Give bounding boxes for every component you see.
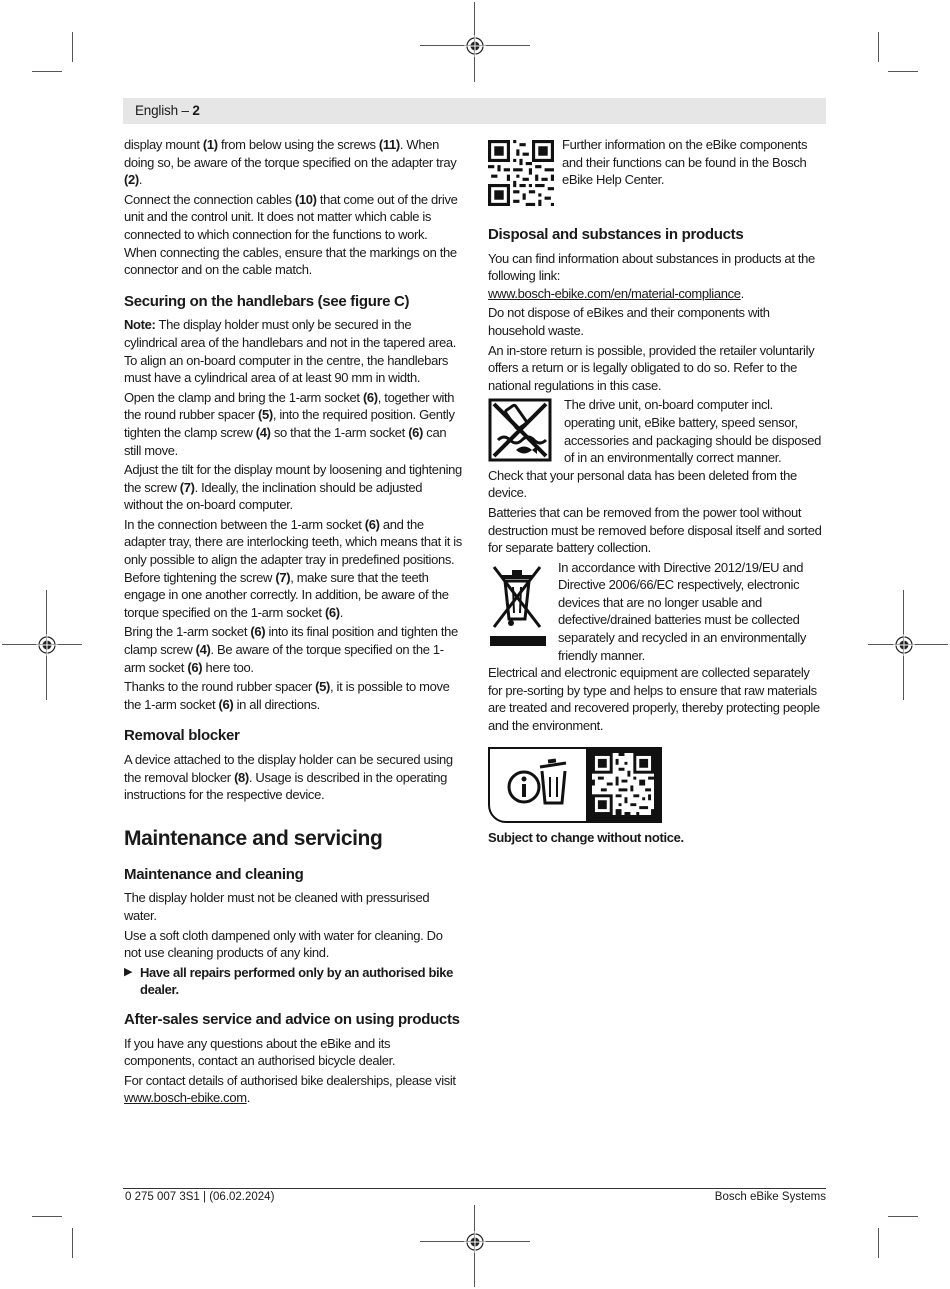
info-recycle-badge <box>488 747 660 821</box>
registration-mark-icon <box>464 1231 486 1253</box>
subject-to-change-note: Subject to change without notice. <box>488 829 684 845</box>
qr-code-icon[interactable] <box>488 140 554 206</box>
crop-mark <box>878 32 879 62</box>
section-heading: After-sales service and advice on using products <box>124 1010 460 1028</box>
section-heading: Disposal and substances in products <box>488 226 744 243</box>
crop-mark <box>888 1216 918 1217</box>
disposal-caption: The drive unit, on-board computer incl. operating unit, eBike battery, speed sensor, accessories and packaging should be disposed of in an environmentally correct manner. <box>564 397 822 466</box>
recycle-bin-icon <box>536 757 570 807</box>
crop-mark <box>32 71 62 72</box>
right-column <box>488 136 826 848</box>
paragraph: An in-store return is possible, provided the retailer voluntarily offers a return or is legally obligated to do so. Refer to the national regulations in this case. <box>488 342 815 393</box>
document-number: 0 275 007 3S1 | (06.02.2024) <box>125 1191 275 1203</box>
header-separator: – <box>177 103 193 118</box>
footer-divider <box>123 1188 826 1189</box>
paragraph: Thanks to the round rubber spacer (5), it is possible to move the 1-arm socket (6) in all directions. <box>124 679 450 712</box>
paragraph: Adjust the tilt for the display mount by loosening and tightening the screw (7). Ideally, the inclination should be adjusted without the on-board computer. <box>124 462 462 513</box>
qr-info-block <box>488 136 826 206</box>
registration-mark-icon <box>893 634 915 656</box>
paragraph: The display holder must not be cleaned with pressurised water. <box>124 890 430 923</box>
header-language: English <box>135 103 178 118</box>
left-column <box>124 136 462 1109</box>
weee-caption: In accordance with Directive 2012/19/EU and Directive 2006/66/EC respectively, electronic devices that are no longer usable and defective/drained batteries must be collected separately and recycled in an environmentally friendly manner. <box>558 559 807 663</box>
paragraph: Connect the connection cables (10) that come out of the drive unit and the control unit. It does not matter which cable is connected to which connection for the functions to work. When connecting the cables, ensure that the markings on the connector and on the cable match. <box>124 191 458 278</box>
section-heading: Maintenance and cleaning <box>124 865 304 883</box>
page-number: 2 <box>192 103 200 118</box>
paragraph: Bring the 1-arm socket (6) into its final position and tighten the clamp screw (4). Be aware of the torque specified on the 1-arm socket (6) here too. <box>124 624 458 675</box>
crop-mark <box>72 32 73 62</box>
page-header <box>123 98 826 124</box>
paragraph: Open the clamp and bring the 1-arm socket (6), together with the round rubber spacer (5), into the required position. Gently tighten the clamp screw (4) so that the 1-arm socket (6) can still move. <box>124 389 455 458</box>
crop-mark <box>72 1228 73 1258</box>
paragraph: Batteries that can be removed from the power tool without destruction must be removed before disposal itself and sorted for separate battery collection. <box>488 504 822 556</box>
chapter-heading: Maintenance and servicing <box>124 826 383 850</box>
crop-mark <box>888 71 918 72</box>
crossed-out-bin-icon <box>488 561 548 651</box>
triangle-bullet-icon: ▶ <box>124 965 133 978</box>
paragraph: A device attached to the display holder can be secured using the removal blocker (8). Usage is described in the operating instructions for the respective device. <box>124 752 453 803</box>
registration-mark-icon <box>464 35 486 57</box>
company-name: Bosch eBike Systems <box>714 1191 826 1203</box>
paragraph: Use a soft cloth dampened only with water for cleaning. Do not use cleaning products of any kind. <box>124 927 443 961</box>
paragraph: Do not dispose of eBikes and their components with household waste. <box>488 305 770 338</box>
bosch-ebike-link[interactable]: www.bosch-ebike.com <box>124 1090 247 1106</box>
paragraph: Check that your personal data has been deleted from the device. <box>488 467 797 501</box>
paragraph: You can find information about substances in products at the following link: www.bosch-ebike.com/en/material-compliance. <box>488 250 815 301</box>
qr-code-icon[interactable] <box>592 753 654 815</box>
crop-mark <box>32 1216 62 1217</box>
paragraph: display mount (1) from below using the screws (11). When doing so, be aware of the torque specified on the adapter tray (2). <box>124 137 457 188</box>
bullet-text: Have all repairs performed only by an authorised bike dealer. <box>140 964 454 998</box>
qr-caption: Further information on the eBike components and their functions can be found in the Bosch eBike Help Center. <box>562 137 808 188</box>
no-disposal-in-nature-icon <box>488 398 552 462</box>
section-heading: Securing on the handlebars (see figure C) <box>124 292 410 310</box>
disposal-icon-block <box>488 396 826 466</box>
paragraph: In the connection between the 1-arm socket (6) and the adapter tray, there are interlocking teeth, which means that it is only possible to align the adapter tray in predefined positions. Before tightening the screw (7), make sure that the teeth engage in one another correctly. In addition, be aware of the torque specified on the 1-arm socket (6). <box>124 516 462 620</box>
note-paragraph: Note: The display holder must only be secured in the cylindrical area of the handlebars and not in the tapered area. To align an on-board computer in the centre, the handlebars must have a cylindrical area of at least 90 mm in width. <box>124 317 457 386</box>
section-heading: Removal blocker <box>124 727 240 745</box>
crop-mark <box>878 1228 879 1258</box>
paragraph: For contact details of authorised bike dealerships, please visit www.bosch-ebike.com. <box>124 1072 456 1106</box>
paragraph: Electrical and electronic equipment are collected separately for pre-sorting by type and helps to ensure that raw materials are treated and recovered properly, thereby protecting people and the environment. <box>488 665 820 734</box>
material-compliance-link[interactable]: www.bosch-ebike.com/en/material-compliance <box>488 285 741 301</box>
header-label <box>135 103 200 118</box>
registration-mark-icon <box>36 634 58 656</box>
paragraph: If you have any questions about the eBike and its components, contact an authorised bicycle dealer. <box>124 1035 396 1069</box>
weee-block <box>488 559 826 665</box>
bullet-item <box>124 964 462 999</box>
